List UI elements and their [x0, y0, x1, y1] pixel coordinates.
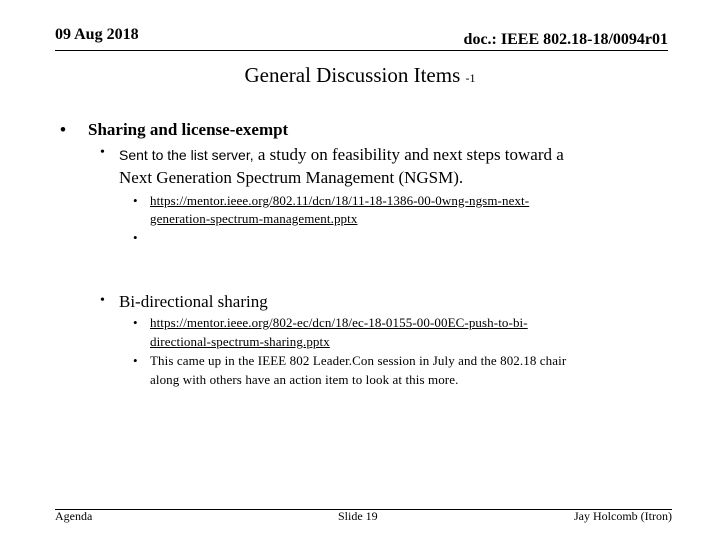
link-bidirectional-line1[interactable]: https://mentor.ieee.org/802-ec/dcn/18/ec-18-0155-00-00EC-push-to-bi- [150, 315, 528, 330]
header-rule [55, 50, 668, 51]
note-line2: along with others have an action item to look at this more. [150, 372, 459, 387]
link-ngsm[interactable] [150, 193, 529, 209]
header-date: 09 Aug 2018 [55, 26, 139, 43]
bullet-sent-to-list-prefix: Sent to the list server, [119, 147, 254, 163]
link-bidirectional[interactable] [150, 315, 528, 331]
bullet-marker: • [100, 293, 105, 308]
note-line1: This came up in the IEEE 802 Leader.Con session in July and the 802.18 chair [150, 353, 567, 368]
slide-title-text: General Discussion Items [244, 63, 461, 87]
bullet-sent-to-list-line2: Next Generation Spectrum Management (NGSM). [119, 168, 464, 187]
link-ngsm-wrap[interactable] [150, 211, 357, 227]
link-ngsm-line2[interactable]: generation-spectrum-management.pptx [150, 211, 358, 226]
bullet-bidirectional: Bi-directional sharing [119, 292, 268, 311]
bullet-marker: • [133, 353, 138, 368]
bullet-sent-to-list [119, 145, 564, 165]
bullet-marker: • [60, 120, 66, 139]
link-bidirectional-line2[interactable]: directional-spectrum-sharing.pptx [150, 334, 330, 349]
footer-slide-number: Slide 19 [338, 509, 378, 523]
link-bidirectional-wrap[interactable] [150, 334, 330, 350]
slide-title-suffix: -1 [465, 71, 476, 85]
slide-title [0, 63, 720, 88]
bullet-marker: • [100, 145, 105, 160]
bullet-sent-to-list-rest: a study on feasibility and next steps toward a [253, 145, 564, 164]
bullet-marker-empty: • [133, 230, 138, 245]
footer-author: Jay Holcomb (Itron) [574, 509, 672, 523]
bullet-marker: • [133, 193, 138, 208]
bullet-sharing: Sharing and license-exempt [88, 120, 289, 139]
link-ngsm-line1[interactable]: https://mentor.ieee.org/802.11/dcn/18/11-18-1386-00-0wng-ngsm-next- [150, 193, 530, 208]
header-doc-id: doc.: IEEE 802.18-18/0094r01 [463, 31, 668, 48]
footer-agenda: Agenda [55, 509, 93, 523]
bullet-marker: • [133, 315, 138, 330]
